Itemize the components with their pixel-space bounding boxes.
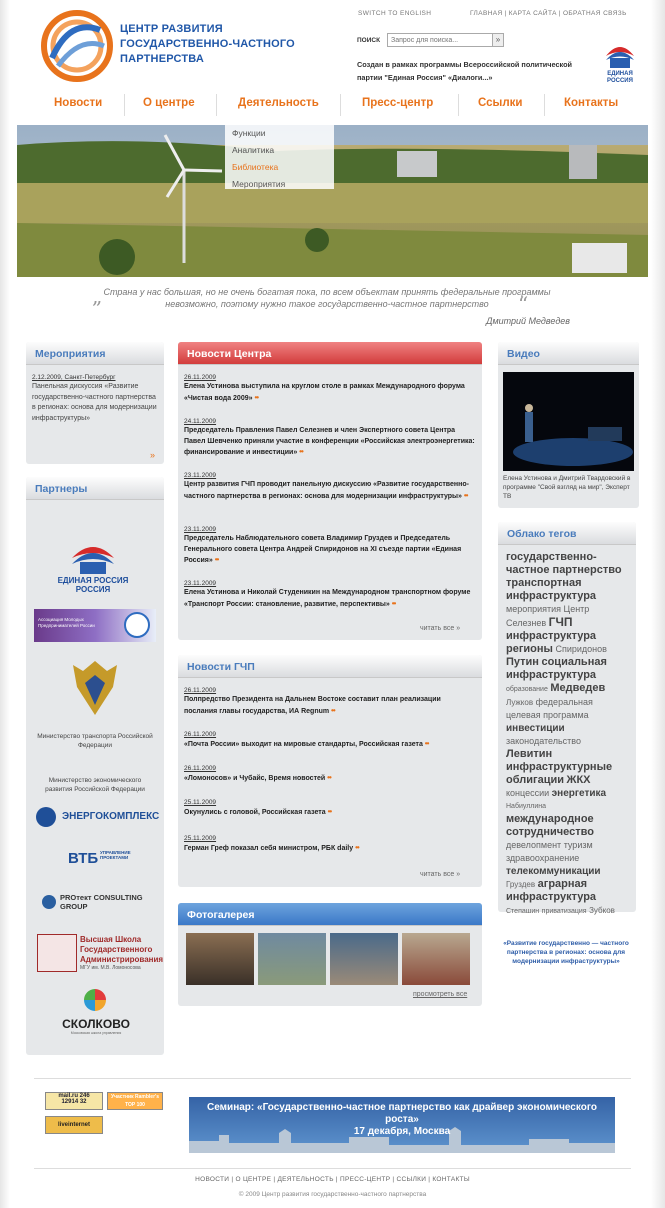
quote-close-icon: “	[518, 292, 529, 316]
news-ppp-date-5[interactable]: 25.11.2009	[184, 835, 217, 842]
copyright: © 2009 Центр развития государственно-частного партнерства	[238, 1191, 427, 1198]
united-russia-logo-icon[interactable]	[602, 38, 638, 84]
video-header	[498, 342, 639, 365]
nav-news[interactable]: Новости	[54, 97, 103, 109]
news-center-date-5[interactable]: 23.11.2009	[184, 580, 217, 587]
quote-text: Страна у нас большая, но не очень богатая пока, по всем объектам принять федеральные программы невозможно, поэтому нужно такое государственно-частное партнерство	[103, 287, 551, 309]
news-center-item-4[interactable]: Председатель Наблюдательного совета Владимир Груздев и Председатель Генерального совета Центра Андрей Спиридонов на XI съезде партии «Единая Россия» ••	[184, 535, 462, 564]
partner-mintrans-text[interactable]: Министерство транспорта Российской Федерации	[37, 733, 153, 749]
partner-mineconom-text[interactable]: Министерство экономического развития Российской Федерации	[45, 777, 145, 793]
skolkovo-sub: Московская школа управления	[70, 1031, 122, 1035]
left-shadow	[0, 0, 10, 1208]
tag-link[interactable]: инвестиции	[506, 723, 565, 734]
tag-link[interactable]: законодательство	[506, 736, 581, 746]
gallery-more-link[interactable]: просмотреть все	[413, 991, 468, 998]
events-panel	[26, 342, 164, 464]
tag-link[interactable]: государственно-частное партнерство	[506, 551, 622, 576]
gallery-photo-3[interactable]	[330, 933, 398, 985]
skolkovo-text: СКОЛКОВО	[62, 1017, 130, 1031]
svg-text:РОССИЯ: РОССИЯ	[607, 78, 633, 84]
quote-open-icon: „	[92, 284, 103, 308]
main-nav	[38, 92, 638, 118]
news-ppp-item-1[interactable]: Полпредство Президента на Дальнем Востоке составит план реализации послания главы государства, ИА Regnum ••	[184, 696, 441, 715]
search-input[interactable]	[387, 33, 493, 47]
partner-amp-text: Ассоциация Молодых Предпринимателей России	[38, 617, 95, 628]
search-button[interactable]: »	[492, 33, 504, 47]
news-ppp-item-2[interactable]: «Почта России» выходит на мировые стандарты, Российская газета ••	[184, 739, 429, 748]
tag-link[interactable]: Центр	[563, 604, 590, 614]
tag-link[interactable]: ЖКХ	[566, 774, 591, 786]
seminar-date: 17 декабря, Москва	[353, 1126, 451, 1137]
mailru-stat-2: 32	[79, 1099, 87, 1105]
tag-link[interactable]: аграрная инфраструктура	[506, 878, 597, 903]
hsga-text: Высшая Школа Государственного Администрирования	[80, 935, 164, 964]
home-link[interactable]: ГЛАВНАЯ	[470, 10, 503, 17]
tag-link[interactable]: федеральная целевая программа	[506, 697, 593, 720]
nav-contacts[interactable]: Контакты	[564, 97, 619, 109]
gallery-panel	[178, 903, 482, 1006]
partner-mintrans-emblem-icon[interactable]	[67, 657, 123, 719]
seminar-text	[189, 1102, 615, 1138]
liveinternet-counter[interactable]: liveinternet	[45, 1116, 103, 1134]
footer-contacts[interactable]: КОНТАКТЫ	[432, 1176, 470, 1183]
tag-link[interactable]: Груздев	[506, 880, 536, 889]
news-ppp-date-1[interactable]: 26.11.2009	[184, 687, 217, 694]
footer-press[interactable]: ПРЕСС-ЦЕНТР	[339, 1176, 391, 1183]
nav-press[interactable]: Пресс-центр	[362, 97, 434, 109]
tag-link[interactable]: ГЧП	[548, 615, 573, 629]
video-title: Видео	[507, 348, 540, 360]
footer-activity[interactable]: ДЕЯТЕЛЬНОСТЬ	[277, 1176, 334, 1183]
tags-header	[498, 522, 636, 545]
created-note: Создан в рамках программы Всероссийской политической партии "Единая Россия" «Диалоги...»	[357, 60, 573, 82]
video-panel	[498, 342, 639, 508]
news-center-item-2[interactable]: Председатель Правления Павел Селезнев и член Экспертного совета Центра Павел Шевченко приняли участие в конференции «Российская электроэнергетика: финансирование и инвестиции» ••	[184, 427, 475, 456]
news-ppp-item-5[interactable]: Герман Греф показал себя министром, РБК daily ••	[184, 843, 359, 852]
tag-link[interactable]: здравоохранение	[506, 853, 580, 863]
news-center-date-4[interactable]: 23.11.2009	[184, 526, 217, 533]
vtb-sub-text: УПРАВЛЕНИЕ ПРОЕКТАМИ	[100, 850, 131, 860]
news-center-date-2[interactable]: 24.11.2009	[184, 418, 217, 425]
footer-divider	[34, 1078, 631, 1079]
partner-er-title: ЕДИНАЯ РОССИЯ	[57, 576, 129, 585]
news-center-panel	[178, 342, 482, 640]
news-ppp-date-3[interactable]: 26.11.2009	[184, 765, 217, 772]
tag-link[interactable]: туризм	[563, 840, 593, 850]
nav-activity[interactable]: Деятельность	[238, 97, 319, 109]
video-player[interactable]	[503, 372, 634, 471]
tag-link[interactable]: транспортная инфраструктура	[506, 577, 597, 602]
footer-nav: НОВОСТИ | О ЦЕНТРЕ | ДЕЯТЕЛЬНОСТЬ | ПРЕСС-ЦЕНТР | ССЫЛКИ | КОНТАКТЫ	[195, 1176, 470, 1183]
news-center-more-link[interactable]: читать все »	[420, 625, 461, 632]
tag-link[interactable]: социальная инфраструктура	[506, 656, 607, 681]
news-ppp-item-4[interactable]: Окунулись с головой, Российская газета ••	[184, 807, 332, 816]
sitemap-link[interactable]: КАРТА САЙТА	[508, 10, 557, 17]
seminar-title: Семинар: «Государственно-частное партнерство как драйвер экономического роста»	[207, 1102, 597, 1125]
partner-amp-logo[interactable]	[34, 609, 156, 642]
nav-links[interactable]: Ссылки	[478, 97, 523, 109]
gallery-photo-4[interactable]	[402, 933, 470, 985]
tag-link[interactable]: Левитин	[506, 748, 553, 760]
tag-link[interactable]: Путин	[506, 656, 539, 668]
dropdown-events[interactable]: Мероприятия	[232, 179, 286, 189]
tag-link[interactable]: международное сотрудничество	[506, 813, 594, 838]
tag-link[interactable]: приватизация	[541, 908, 587, 915]
footer-news[interactable]: НОВОСТИ	[195, 1176, 230, 1183]
expand-icon[interactable]: »	[150, 450, 156, 460]
protekt-text: PROтект CONSULTING GROUP	[60, 893, 143, 911]
svg-text:РОССИЯ: РОССИЯ	[75, 585, 111, 594]
video-caption[interactable]: Елена Устинова и Дмитрий Твардовский в программе "Свой взгляд на мир", Эксперт ТВ	[503, 475, 631, 500]
news-center-item-3[interactable]: Центр развития ГЧП проводит панельную дискуссию «Развитие государственно-частного партнерства в регионах: основа для модернизации инфраструктуры» ••	[184, 481, 469, 500]
tag-link[interactable]: регионы	[506, 643, 553, 655]
tag-link[interactable]: энергетика	[551, 788, 607, 799]
news-ppp-date-4[interactable]: 25.11.2009	[184, 799, 217, 806]
mailru-counter[interactable]	[45, 1092, 103, 1110]
news-ppp-header	[178, 655, 482, 678]
footer-links[interactable]: ССЫЛКИ	[396, 1176, 427, 1183]
partner-protekt-logo[interactable]	[42, 893, 154, 915]
gallery-header	[178, 903, 482, 926]
partner-hsga-logo[interactable]	[37, 934, 164, 974]
partner-vtb-logo[interactable]	[68, 848, 131, 868]
promo-link[interactable]: «Развитие государственно — частного партнерства в регионах: основа для модернизации инфраструктуры»	[503, 940, 629, 965]
tag-link[interactable]: Селезнев	[506, 618, 547, 628]
partner-energokompleks-logo[interactable]	[36, 806, 158, 828]
tag-link[interactable]: инфраструктурные облигации	[506, 761, 613, 786]
rambler-counter[interactable]: Участник Rambler's TOP 100	[107, 1092, 163, 1110]
tag-link[interactable]: Лужков	[506, 698, 534, 707]
news-ppp-date-2[interactable]: 26.11.2009	[184, 731, 217, 738]
news-ppp-title: Новости ГЧП	[187, 661, 255, 673]
mailru-stat-1: 246	[79, 1093, 90, 1099]
seminar-banner[interactable]	[189, 1097, 615, 1153]
tag-link[interactable]: девелопмент	[506, 840, 562, 850]
hsga-icon	[37, 934, 77, 972]
tag-link[interactable]: концессии	[506, 788, 550, 798]
tag-link[interactable]: Набиуллина	[506, 803, 547, 810]
dropdown-analytics[interactable]: Аналитика	[232, 145, 275, 155]
news-ppp-more-link[interactable]: читать все »	[420, 871, 461, 878]
events-header	[26, 342, 164, 365]
vtb-text: ВТБ	[68, 850, 99, 867]
event-date[interactable]: 2.12.2009, Санкт-Петербург	[32, 374, 116, 381]
partners-header	[26, 477, 164, 500]
dropdown-library[interactable]: Библиотека	[232, 162, 279, 172]
quote-author: Дмитрий Медведев	[486, 316, 570, 326]
site-title[interactable]: ЦЕНТР РАЗВИТИЯ ГОСУДАРСТВЕННО-ЧАСТНОГО ПАРТНЕРСТВА	[120, 23, 295, 65]
tags-title: Облако тегов	[507, 528, 577, 540]
switch-language-link[interactable]: SWITCH TO ENGLISH	[358, 10, 432, 17]
energo-text: ЭНЕРГОКОМПЛЕКС	[62, 811, 160, 822]
mailru-stat-main: 12914	[61, 1099, 79, 1105]
tag-link[interactable]: инфраструктура	[506, 630, 597, 642]
dropdown-functions[interactable]: Функции	[232, 128, 266, 138]
events-title: Мероприятия	[35, 348, 106, 360]
nav-about[interactable]: О центре	[143, 97, 195, 109]
footer-about[interactable]: О ЦЕНТРЕ	[235, 1176, 272, 1183]
search-label: ПОИСК	[357, 37, 381, 44]
site-logo-icon[interactable]	[40, 10, 114, 82]
tag-link[interactable]: Медведев	[550, 682, 606, 694]
hsga-sub: МГУ им. М.В. Ломоносова	[80, 965, 141, 971]
news-center-item-5[interactable]: Елена Устинова и Николай Студеникин на Международном транспортном форуме «Транспорт России: становление, развитие, перспективы» ••	[184, 589, 471, 608]
gallery-title: Фотогалерея	[187, 909, 255, 921]
tag-link[interactable]: телекоммуникации	[506, 866, 601, 877]
energo-icon	[36, 807, 56, 827]
tag-link[interactable]: Спиридонов	[555, 644, 607, 654]
partner-united-russia-logo-icon[interactable]	[57, 536, 129, 594]
gallery-photo-1[interactable]	[186, 933, 254, 985]
activity-dropdown	[225, 122, 334, 189]
mailru-label: mail.ru	[58, 1093, 78, 1099]
tag-cloud	[506, 551, 628, 918]
event-text[interactable]: Панельная дискуссия «Развитие государственно-частного партнерства в регионах: основа для модернизации инфраструктуры»	[32, 383, 157, 422]
partners-title: Партнеры	[35, 483, 88, 495]
footer-divider-2	[34, 1168, 631, 1169]
news-center-date-3[interactable]: 23.11.2009	[184, 472, 217, 479]
news-center-header	[178, 342, 482, 365]
news-center-item-1[interactable]: Елена Устинова выступила на круглом столе в рамках Международного форума «Чистая вода 2009» ••	[184, 383, 465, 402]
news-ppp-item-3[interactable]: «Ломоносов» и Чубайс, Время новостей ••	[184, 773, 331, 782]
skolkovo-icon	[84, 989, 106, 1011]
news-center-date-1[interactable]: 26.11.2009	[184, 374, 217, 381]
svg-text:ЕДИНАЯ: ЕДИНАЯ	[607, 71, 633, 77]
tag-link[interactable]: мероприятия	[506, 604, 562, 614]
gallery-photo-2[interactable]	[258, 933, 326, 985]
top-links: ГЛАВНАЯ | КАРТА САЙТА | ОБРАТНАЯ СВЯЗЬ	[470, 10, 627, 17]
tag-link[interactable]: образование	[506, 686, 548, 693]
protekt-icon	[42, 895, 56, 909]
news-center-title: Новости Центра	[187, 348, 272, 360]
amp-circle-icon	[124, 612, 150, 638]
right-shadow	[651, 0, 665, 1208]
news-ppp-panel	[178, 655, 482, 887]
feedback-link[interactable]: ОБРАТНАЯ СВЯЗЬ	[562, 10, 627, 17]
partner-skolkovo-logo[interactable]	[56, 989, 136, 1037]
tag-link[interactable]: Степашин	[506, 908, 540, 915]
tag-link[interactable]: Зубков	[589, 906, 615, 915]
